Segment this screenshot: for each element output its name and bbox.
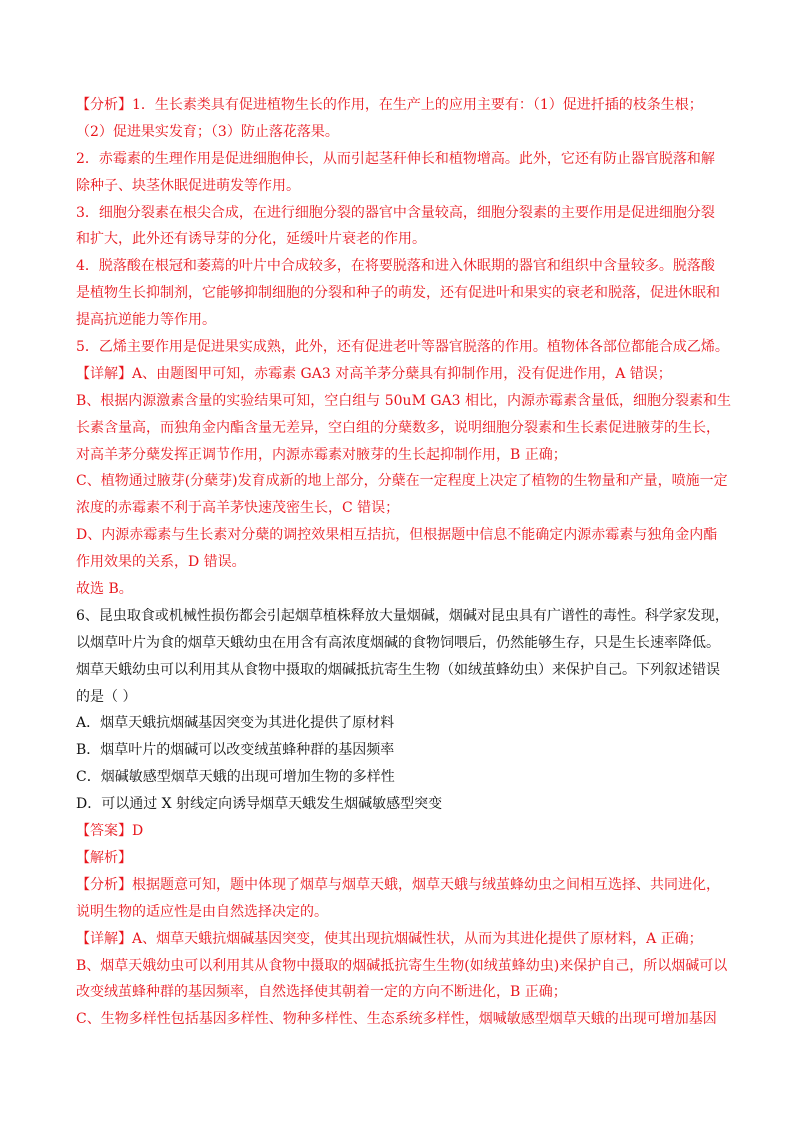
text-line: 【解析】: [76, 849, 132, 866]
text-line: 2．赤霉素的生理作用是促进细胞伸长，从而引起茎秆伸长和植物增高。此外，它还有防止器官脱落和解: [76, 150, 715, 167]
text-line: 4．脱落酸在根冠和萎蔫的叶片中合成较多，在将要脱落和进入休眠期的器官和组织中含量较多。脱落酸: [76, 258, 715, 275]
text-line: 5．乙烯主要作用是促进果实成熟，此外，还有促进老叶等器官脱落的作用。植物体各部位都能合成乙烯。: [76, 339, 729, 356]
text-line: 除种子、块茎休眠促进萌发等作用。: [76, 177, 300, 194]
text-line: 【详解】A、由题图甲可知，赤霉素 GA3 对高羊茅分蘖具有抑制作用，没有促进作用，A 错误；: [76, 365, 672, 382]
text-line: 【详解】A、烟草天蛾抗烟碱基因突变，使其出现抗烟碱性状，从而为其进化提供了原材料，A 正确；: [76, 930, 703, 947]
text-line: B、根据内源激素含量的实验结果可知，空白组与 50uM GA3 相比，内源赤霉素含量低，细胞分裂素和生: [76, 392, 732, 409]
text-line: C、植物通过腋芽(分蘖芽)发育成新的地上部分，分蘖在一定程度上决定了植物的生物量和产量，喷施一定: [76, 473, 728, 490]
text-line: 3．细胞分裂素在根尖合成，在进行细胞分裂的器官中含量较高，细胞分裂素的主要作用是促进细胞分裂: [76, 204, 715, 221]
text-line: （2）促进果实发育；（3）防止落花落果。: [76, 123, 339, 140]
text-line: C．烟碱敏感型烟草天蛾的出现可增加生物的多样性: [76, 769, 395, 786]
text-line: D、内源赤霉素与生长素对分蘖的调控效果相互拮抗，但根据题中信息不能确定内源赤霉素与独角金内酯: [76, 527, 718, 544]
text-line: B．烟草叶片的烟碱可以改变绒茧蜂种群的基因频率: [76, 742, 395, 759]
document-body: [76, 92, 736, 1033]
text-line: 【分析】1．生长素类具有促进植物生长的作用，在生产上的应用主要有：（1）促进扦插的枝条生根；: [76, 97, 703, 113]
text-line: D．可以通过 X 射线定向诱导烟草天蛾发生烟碱敏感型突变: [76, 796, 443, 813]
text-line: 作用效果的关系，D 错误。: [76, 554, 246, 571]
text-line: B、烟草天娥幼虫可以利用其从食物中摄取的烟碱抵抗寄生生物(如绒茧蜂幼虫)来保护自己，所以烟碱可以: [76, 957, 728, 974]
text-line: 烟草天蛾幼虫可以利用其从食物中摄取的烟碱抵抗寄生生物（如绒茧蜂幼虫）来保护自己。下列叙述错误: [76, 661, 720, 678]
text-line: 故选 B。: [76, 581, 133, 598]
text-line: 6、昆虫取食或机械性损伤都会引起烟草植株释放大量烟碱，烟碱对昆虫具有广谱性的毒性。科学家发现，: [76, 607, 729, 624]
text-line: 提高抗逆能力等作用。: [76, 312, 216, 329]
text-line: 以烟草叶片为食的烟草天蛾幼虫在用含有高浓度烟碱的食物饲喂后，仍然能够生存，只是生长速率降低。: [76, 634, 720, 651]
text-line: 说明生物的适应性是由自然选择决定的。: [76, 903, 328, 920]
text-line: 【答案】D: [76, 823, 144, 840]
text-line: A．烟草天蛾抗烟碱基因突变为其进化提供了原材料: [76, 715, 395, 732]
text-line: 的是（ ）: [76, 688, 137, 705]
text-line: 长素含量高，而独角金内酯含量无差异，空白组的分蘖数多，说明细胞分裂素和生长素促进腋芽的生长，: [76, 419, 720, 436]
text-line: 【分析】根据题意可知，题中体现了烟草与烟草天蛾，烟草天蛾与绒茧蜂幼虫之间相互选择、共同进化，: [76, 876, 720, 893]
text-line: 浓度的赤霉素不利于高羊茅快速茂密生长，C 错误；: [76, 500, 400, 517]
text-line: 和扩大，此外还有诱导芽的分化，延缓叶片衰老的作用。: [76, 231, 426, 248]
text-line: 对高羊茅分蘖发挥正调节作用，内源赤霉素对腋芽的生长起抑制作用，B 正确；: [76, 446, 567, 463]
text-line: 是植物生长抑制剂，它能够抑制细胞的分裂和种子的萌发，还有促进叶和果实的衰老和脱落，促进休眠和: [76, 285, 720, 302]
text-line: 改变绒茧蜂种群的基因频率，自然选择使其朝着一定的方向不断进化，B 正确；: [76, 984, 567, 1001]
text-line: C、生物多样性包括基因多样性、物种多样性、生态系统多样性，烟喊敏感型烟草天蛾的出现可增加基因: [76, 1011, 717, 1028]
